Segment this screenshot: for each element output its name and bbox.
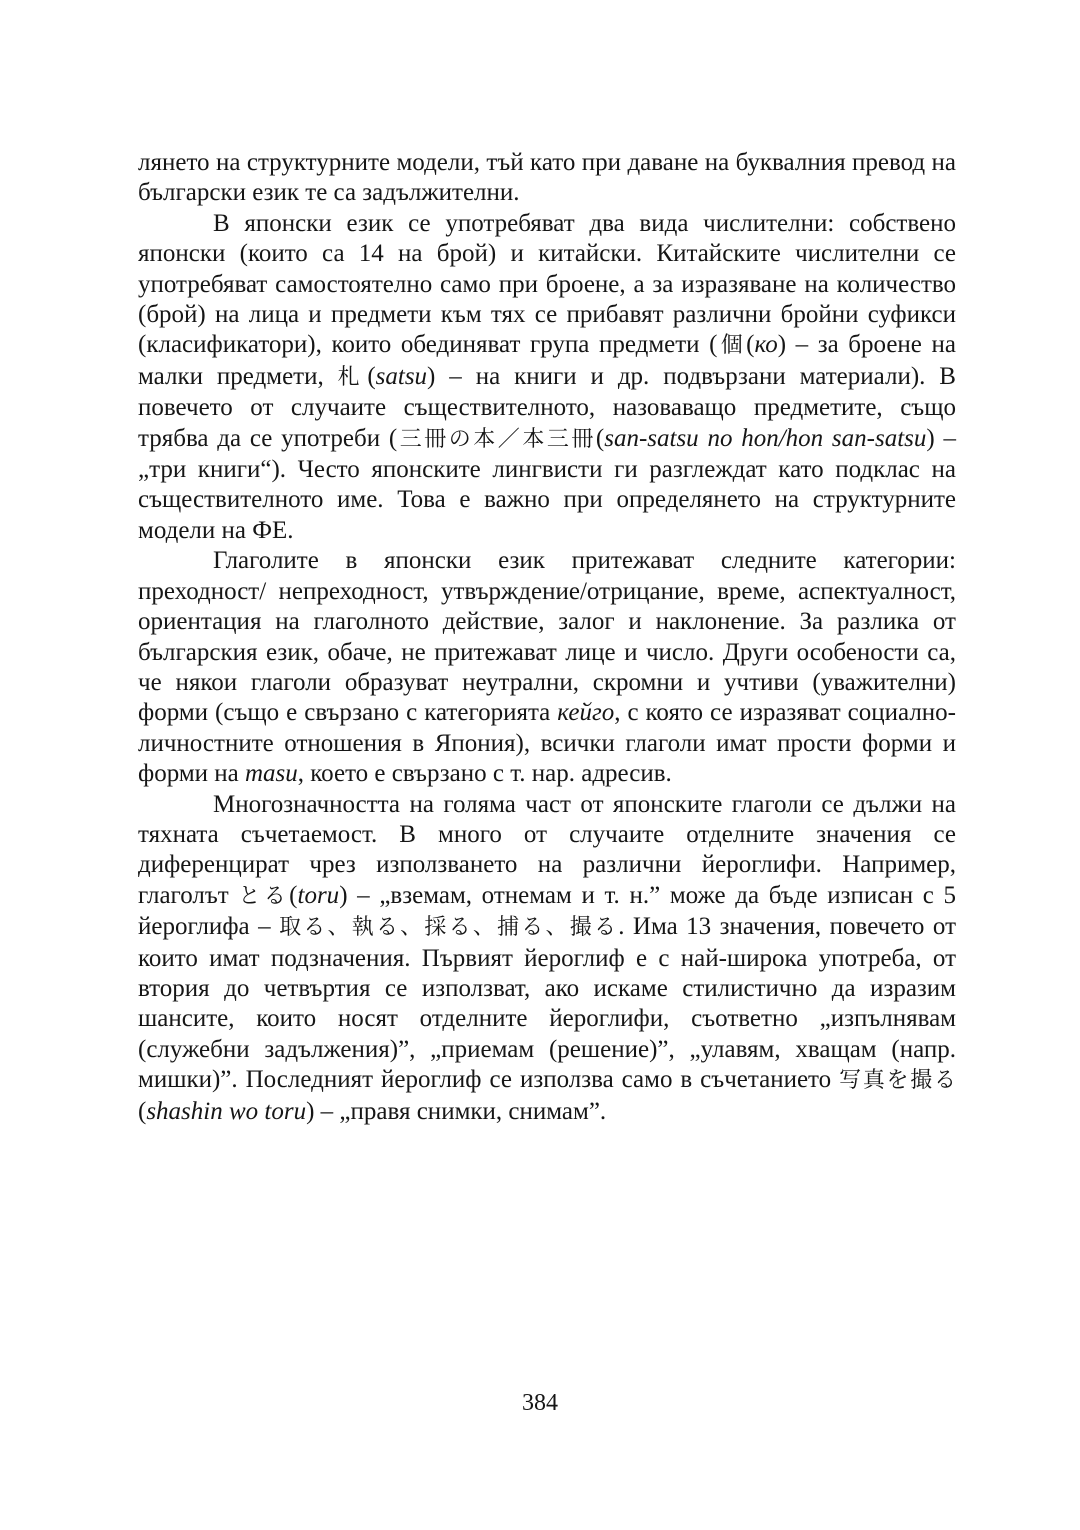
- paragraph-3: [138, 546, 956, 789]
- text-run: (: [138, 1097, 147, 1125]
- text-run: (: [595, 424, 605, 452]
- text-run: ) – на книги и др. подвързани материали). В повечето от случаите съществителното, назоваващо предметите, също трябва да се употреби (: [138, 362, 956, 452]
- japanese-text: 三冊の本／本三冊: [397, 426, 596, 452]
- text-run: Глаголите в японски език притежават следните категории: преходност/ непреходност, утвърждение/отрицание, време, аспектуалност, ориентация на глаголното действие, залог и наклонение. За разлика от българския език, обаче, не притежават лице и число. Други особености са, че някои глаголи образуват неутрални, скромни и учтиви (уважителни) форми (също е свързано с категорията: [138, 547, 956, 727]
- japanese-text: 取る、執る、採る、捕る、撮る: [279, 915, 619, 941]
- japanese-text: とる: [238, 883, 290, 909]
- text-run: . Има 13 значения, повечето от които имат подзначения. Първият йероглиф е с най-широка употреба, от втория до четвъртия се използват, ако искаме стилистично да изразим шансите, които носят отделните йероглифи, съответно „изпълнявам (служебни задължения)”, „приемам (решение)”, „улавям, хващам (напр. мишки)”. Последният йероглиф се използва само в съчетанието: [138, 913, 956, 1094]
- text-run: , което е свързано с т. нар. адресив.: [297, 760, 672, 788]
- paragraph-2: [138, 209, 956, 546]
- paragraph-4: [138, 790, 956, 1127]
- text-run: ) – „вземам, отнемам и т. н.” може да бъде изписан с 5 йероглифа –: [138, 881, 956, 941]
- japanese-text: 写真を撮る: [839, 1068, 956, 1094]
- japanese-text: 個: [717, 333, 747, 359]
- text-run: (: [746, 331, 755, 359]
- italic-term: shashin wo toru: [146, 1097, 307, 1125]
- text-run: В японски език се употребяват два вида числителни: собствено японски (които са 14 на брой) и китайски. Китайските числителни се употребяват самостоятелно само при броене, а за изразяване на количество (брой) на лица и предмети към тях се прибавят различни бройни суфикси (класификатори), които обединяват група предмети (: [138, 209, 956, 359]
- italic-term: ко: [754, 331, 778, 359]
- italic-term: satsu: [375, 362, 428, 390]
- document-body: [138, 148, 956, 1127]
- text-run: ) – за броене на малки предмети,: [138, 331, 956, 390]
- italic-term: masu: [245, 760, 298, 788]
- italic-term: toru: [297, 881, 340, 909]
- page-number: 384: [522, 1390, 558, 1416]
- text-run: (: [289, 881, 298, 909]
- italic-term: кейго: [557, 699, 615, 727]
- text-run: лянето на структурните модели, тъй като при даване на буквалния превод на български език те са задължителни.: [138, 149, 956, 207]
- text-run: Многозначността на голяма част от японските глаголи се дължи на тяхната съчетаемост. В много от случаите отделните значения се диференцират чрез използването на различни йероглифи. Например, глаголът: [138, 790, 956, 909]
- paragraph-1: [138, 148, 956, 209]
- italic-term: san-satsu no hon/hon san-satsu: [604, 424, 927, 452]
- text-run: , с която се изразяват социално-личностните отношения в Япония), всички глаголи имат прости форми и форми на: [138, 699, 956, 788]
- text-run: ) – „три книги“). Често японските лингвисти ги разглеждат като подклас на съществителното име. Това е важно при определянето на структурните модели на ФЕ.: [138, 424, 956, 544]
- text-run: ) – „правя снимки, снимам”.: [306, 1097, 607, 1125]
- japanese-text: 札: [337, 364, 368, 390]
- text-run: (: [367, 362, 376, 390]
